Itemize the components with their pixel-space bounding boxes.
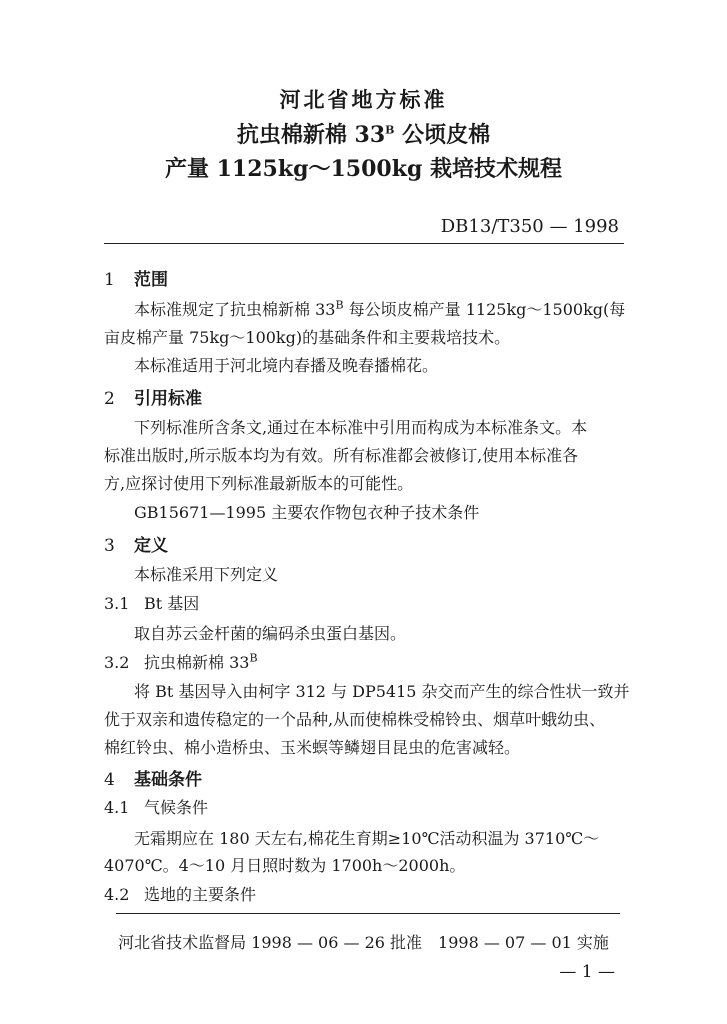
section-title: 引用标准: [134, 389, 202, 409]
text: 本标准规定了抗虫棉新棉 33: [134, 300, 336, 319]
definition-3-2-heading: [104, 650, 258, 673]
condition-4-1-line-1: 无霜期应在 180 天左右,棉花生育期≥10℃活动积温为 3710℃～: [134, 829, 600, 848]
doc-category-title: 河北省地方标准: [279, 87, 448, 112]
definition-3-2-line-3: 棉红铃虫、棉小造桥虫、玉米螟等鳞翅目昆虫的危害减轻。: [104, 738, 521, 757]
subsection-title: Bt 基因: [144, 594, 200, 613]
section-3-intro: 本标准采用下列定义: [134, 565, 279, 584]
definition-3-2-line-2: 优于双亲和遗传稳定的一个品种,从而使棉株受棉铃虫、烟草叶蛾幼虫、: [104, 710, 606, 729]
section-title: 基础条件: [134, 770, 202, 790]
section-1-para-1-line-2: 亩皮棉产量 75kg～100kg)的基础条件和主要栽培技术。: [104, 328, 511, 347]
referenced-standard: GB15671—1995 主要农作物包衣种子技术条件: [134, 503, 480, 522]
section-2-heading: [104, 384, 202, 409]
superscript: B: [335, 298, 344, 312]
title-text-suffix: 公顷皮棉: [394, 122, 491, 148]
condition-4-2-heading: [104, 882, 256, 905]
subsection-number: 3.1: [104, 594, 130, 613]
footer-divider: [116, 913, 620, 914]
subsection-title: 气候条件: [144, 798, 209, 817]
doc-title-line-1: [0, 118, 727, 149]
page-number: — 1 —: [559, 962, 615, 982]
subsection-title: 选地的主要条件: [144, 885, 257, 904]
section-number: 1: [104, 270, 115, 290]
section-title: 范围: [134, 270, 168, 290]
header-divider: [104, 243, 624, 244]
section-title: 定义: [134, 536, 168, 556]
title-superscript: B: [385, 123, 395, 137]
definition-3-2-line-1: 将 Bt 基因导入由柯字 312 与 DP5415 杂交而产生的综合性状一致并: [134, 682, 630, 701]
standard-number: DB13/T350 — 1998: [440, 216, 619, 237]
subsection-number: 3.2: [104, 653, 130, 672]
section-number: 4: [104, 770, 115, 790]
section-4-heading: [104, 765, 202, 790]
section-2-line-3: 方,应探讨使用下列标准最新版本的可能性。: [104, 474, 414, 493]
definition-3-1-heading: [104, 591, 199, 614]
title-text: 抗虫棉新棉 33: [236, 122, 386, 148]
section-2-line-2: 标准出版时,所示版本均为有效。所有标准都会被修订,使用本标准各: [104, 446, 579, 465]
condition-4-1-heading: [104, 795, 208, 818]
section-1-para-1-line-1: [134, 297, 625, 320]
section-2-line-1: 下列标准所含条文,通过在本标准中引用而构成为本标准条文。本: [134, 418, 588, 437]
doc-title-line-2: 产量 1125kg～1500kg 栽培技术规程: [164, 156, 563, 182]
section-3-heading: [104, 531, 168, 556]
subsection-number: 4.2: [104, 885, 130, 904]
subsection-number: 4.1: [104, 798, 130, 817]
section-1-heading: [104, 265, 168, 290]
approval-footer: 河北省技术监督局 1998 — 06 — 26 批准 1998 — 07 — 01 实施: [118, 933, 609, 952]
condition-4-1-line-2: 4070℃。4～10 月日照时数为 1700h～2000h。: [104, 856, 466, 875]
section-number: 3: [104, 536, 115, 556]
superscript: B: [249, 651, 258, 665]
section-1-para-2: 本标准适用于河北境内春播及晚春播棉花。: [134, 356, 439, 375]
text: 每公顷皮棉产量 1125kg～1500kg(每: [343, 300, 626, 319]
definition-3-1-text: 取自苏云金杆菌的编码杀虫蛋白基因。: [134, 624, 407, 643]
subsection-title: 抗虫棉新棉 33: [144, 653, 250, 672]
section-number: 2: [104, 389, 115, 409]
